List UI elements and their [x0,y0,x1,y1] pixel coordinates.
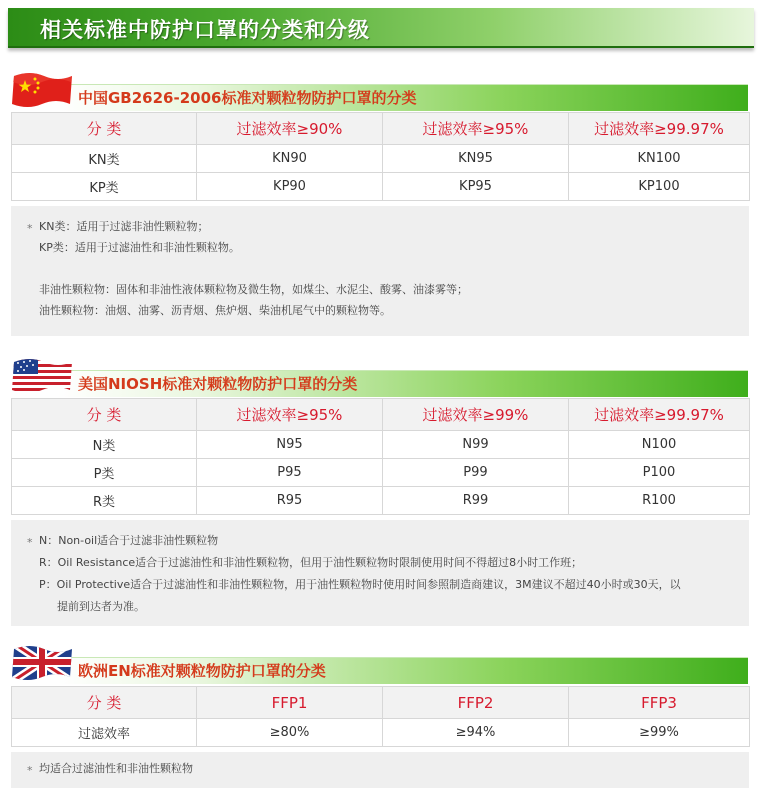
table-row [12,431,750,459]
note-line: 均适合过滤油性和非油性颗粒物 [39,762,193,775]
table-cell: ≥94% [383,719,569,747]
note-asterisk: * [27,536,33,549]
table-cell: 过滤效率 [12,719,197,747]
table-row [12,145,750,173]
header-cell: FFP3 [569,687,750,719]
note-asterisk: * [27,764,33,777]
table-cell: KP类 [12,173,197,201]
table-cell: KN95 [383,145,569,173]
china-table [11,112,750,201]
table-cell: N99 [383,431,569,459]
note-line: 提前到达者为准。 [57,600,145,613]
china-notes [11,206,749,336]
note-line: N：Non-oil适合于过滤非油性颗粒物 [39,534,219,547]
note-line: 油性颗粒物：油烟、油雾、沥青烟、焦炉烟、柴油机尾气中的颗粒物等。 [39,304,391,317]
china-flag-icon [10,68,74,110]
table-row [12,459,750,487]
table-cell: P99 [383,459,569,487]
table-row [12,173,750,201]
table-cell: R99 [383,487,569,515]
table-header-row [12,399,750,431]
usa-notes [11,520,749,626]
eu-notes [11,752,749,788]
usa-flag-icon [10,354,74,396]
header-cell: 过滤效率≥95% [197,399,383,431]
note-line: KN类：适用于过滤非油性颗粒物； [39,220,209,233]
table-header-row [12,687,750,719]
table-cell: N95 [197,431,383,459]
table-cell: KN90 [197,145,383,173]
table-cell: N100 [569,431,750,459]
usa-table [11,398,750,515]
table-row [12,719,750,747]
table-cell: KP100 [569,173,750,201]
table-cell: KN类 [12,145,197,173]
note-asterisk: * [27,222,33,235]
eu-section-title: 欧洲EN标准对颗粒物防护口罩的分类 [78,662,326,680]
header-cell: 过滤效率≥90% [197,113,383,145]
table-cell: P95 [197,459,383,487]
table-cell: KN100 [569,145,750,173]
note-line: R：Oil Resistance适合于过滤油性和非油性颗粒物，但用于油性颗粒物时限制使用时间不得超过8小时工作班； [39,556,583,569]
eu-table [11,686,750,747]
note-line: 非油性颗粒物：固体和非油性液体颗粒物及微生物，如煤尘、水泥尘、酸雾、油漆雾等； [39,283,468,296]
main-header-banner [8,8,754,48]
header-cell: FFP2 [383,687,569,719]
table-cell: R类 [12,487,197,515]
table-cell: ≥80% [197,719,383,747]
table-cell: KP95 [383,173,569,201]
header-cell: 过滤效率≥99% [383,399,569,431]
header-cell: 过滤效率≥99.97% [569,399,750,431]
header-cell: 分 类 [12,687,197,719]
table-cell: P100 [569,459,750,487]
table-cell: KP90 [197,173,383,201]
table-row [12,487,750,515]
header-cell: 分 类 [12,399,197,431]
usa-section-title: 美国NIOSH标准对颗粒物防护口罩的分类 [78,375,358,393]
table-header-row [12,113,750,145]
page-title: 相关标准中防护口罩的分类和分级 [40,18,370,42]
table-cell: R95 [197,487,383,515]
note-line: KP类：适用于过滤油性和非油性颗粒物。 [39,241,240,254]
table-cell: N类 [12,431,197,459]
table-cell: R100 [569,487,750,515]
header-cell: 分 类 [12,113,197,145]
china-section-title: 中国GB2626-2006标准对颗粒物防护口罩的分类 [78,89,417,107]
table-cell: P类 [12,459,197,487]
header-cell: FFP1 [197,687,383,719]
table-cell: ≥99% [569,719,750,747]
header-cell: 过滤效率≥95% [383,113,569,145]
note-line: P：Oil Protective适合于过滤油性和非油性颗粒物，用于油性颗粒物时使用时间参照制造商建议，3M建议不超过40小时或30天，以 [39,578,681,591]
header-cell: 过滤效率≥99.97% [569,113,750,145]
uk-flag-icon [10,641,74,683]
